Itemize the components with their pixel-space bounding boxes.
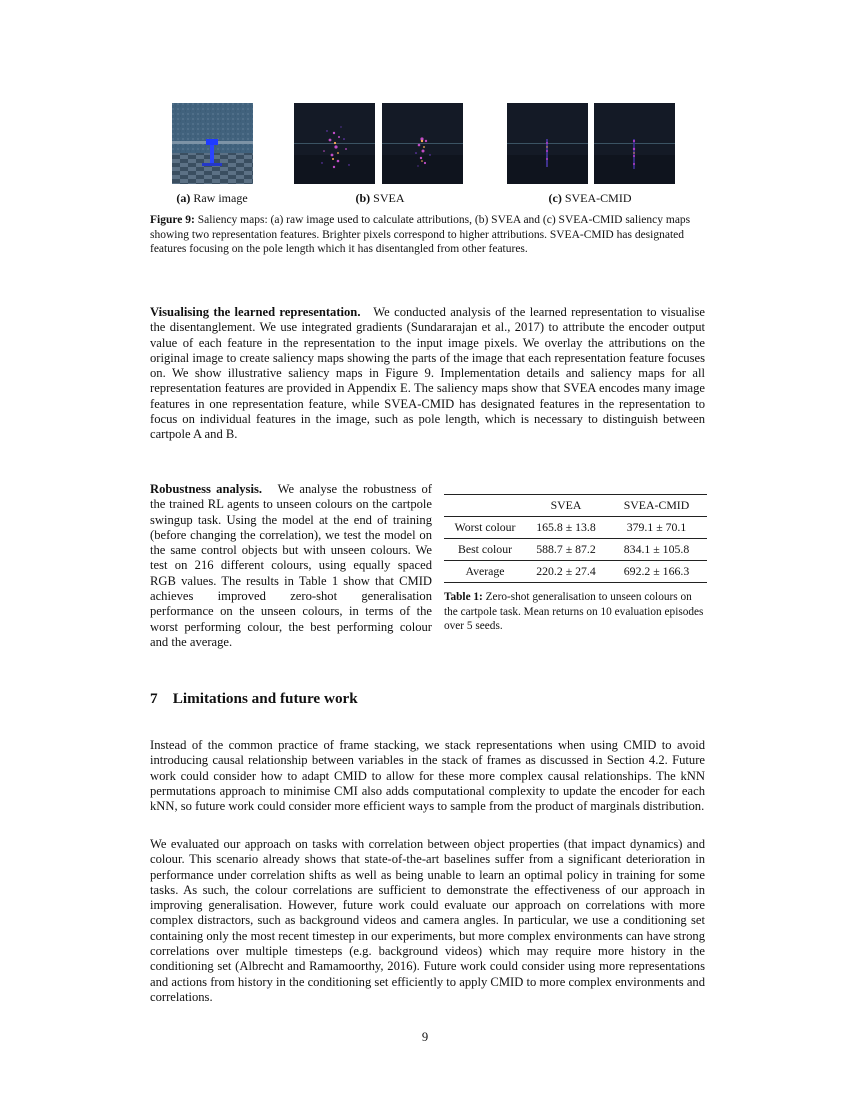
table-cell-cmid: 379.1 ± 70.1 [606, 517, 707, 539]
table-row-label: Average [444, 561, 526, 583]
subcaption-a-text: Raw image [193, 191, 248, 205]
table-row [444, 517, 707, 539]
table-caption-label: Table 1: [444, 591, 483, 603]
figure-caption-label: Figure 9: [150, 214, 195, 226]
table-cell-svea: 220.2 ± 27.4 [526, 561, 606, 583]
robustness-heading: Robustness analysis. [150, 482, 263, 496]
limitations-paragraph-2: We evaluated our approach on tasks with correlation between object properties (that impact dynamics) and colour. This scenario already shows that state-of-the-art baselines suffer from a significant deterioration in performance under correlation shifts as well as being unable to learn an optimal policy in training for some tasks. As such, the colour correlations are sufficient to demonstrate the effectiveness of our approach in improving generalisation. However, future work could evaluate our approach on correlations with more complex distractors, such as background videos and camera angles. In particular, we use a conditioning set containing only the most recent timestep in our experiments, but more complex environments can have strong correlations over multiple timesteps (e.g. background videos) which may require more history in the conditioning set (Albrecht and Ramamoorthy, 2016). Future work could consider using more representations and actions from history in the conditioning set efficiently to apply CMID to more complex environments and correlations. [150, 837, 705, 1004]
table-row [444, 561, 707, 583]
robustness-paragraph [150, 482, 432, 650]
table-cell-svea: 588.7 ± 87.2 [526, 539, 606, 561]
visualising-text: We conducted analysis of the learned representation to visualise the disentanglement. We use integrated gradients (Sundararajan et al., 2017) to attribute the encoder output value of each feature in the representation to the input image pixels. We overlay the attributions on the original image to create saliency maps showing the parts of the image that each representation feature focuses on. We show illustrative saliency maps in Figure 9. Implementation details and saliency maps for all representation features are provided in Appendix E. The saliency maps show that SVEA encodes many image features in one representation feature, while SVEA-CMID has designated features in the representation to focus on individual features in the image, such as pole length, which is necessary to distinguish between cartpole A and B. [150, 305, 705, 442]
svea-cmid-saliency-map-1 [507, 103, 588, 184]
subcaption-b [330, 191, 430, 206]
robustness-text: We analyse the robustness of the trained RL agents to unseen colours on the cartpole swingup task. Using the model at the end of training (before changing the correlation), we test the model on the same control objects but with unseen colours. We test on 216 different colours, using equally spaced RGB values. The results in Table 1 show that CMID achieves improved zero-shot generalisation performance on the unseen colours, in terms of the worst performing colour, the best performing colour and the average. [150, 482, 433, 649]
svea-saliency-map-1 [294, 103, 375, 184]
subcaption-c [530, 191, 650, 206]
subcaption-c-tag: (c) [548, 191, 562, 205]
table-caption-text: Zero-shot generalisation to unseen colours on the cartpole task. Mean returns on 10 evaluation episodes over 5 seeds. [444, 591, 704, 632]
results-table [444, 494, 707, 583]
subcaption-c-text: SVEA-CMID [564, 191, 632, 205]
section-heading [150, 690, 358, 708]
section-title: Limitations and future work [172, 690, 358, 707]
page-number: 9 [421, 1030, 429, 1044]
subcaption-b-text: SVEA [373, 191, 405, 205]
figure-caption-text: Saliency maps: (a) raw image used to calculate attributions, (b) SVEA and (c) SVEA-CMID saliency maps showing two representation features. Brighter pixels correspond to higher attributions. SVEA-CMID has designated features focusing on the pole length which it has disentangled from other features. [150, 214, 691, 255]
table-caption [444, 590, 707, 634]
table-cell-cmid: 692.2 ± 166.3 [606, 561, 707, 583]
limitations-paragraph-1: Instead of the common practice of frame stacking, we stack representations when using CMID to avoid introducing causal relationship between variables in the stack of frames as discussed in Section 4.2. Future work could consider how to adapt CMID to allow for these more complex causal relationships. The kNN permutations approach to minimise CMI also adds computational complexity to update the encoder for each kNN, so future work could consider more efficient ways to sample from the product of marginals distribution. [150, 738, 705, 814]
visualising-heading: Visualising the learned representation. [150, 305, 361, 319]
svea-cmid-saliency-map-2 [594, 103, 675, 184]
table-header-empty [444, 495, 526, 517]
table-header-row [444, 495, 707, 517]
table-row-label: Best colour [444, 539, 526, 561]
figure-caption [150, 213, 705, 257]
section-number: 7 [150, 690, 158, 707]
svea-saliency-map-2 [382, 103, 463, 184]
visualising-paragraph [150, 305, 705, 443]
subcaption-a [166, 191, 258, 206]
raw-image [172, 103, 253, 184]
table-row [444, 539, 707, 561]
subcaption-a-tag: (a) [176, 191, 191, 205]
table-header-svea: SVEA [526, 495, 606, 517]
table-row-label: Worst colour [444, 517, 526, 539]
table-cell-svea: 165.8 ± 13.8 [526, 517, 606, 539]
subcaption-b-tag: (b) [355, 191, 371, 205]
table-cell-cmid: 834.1 ± 105.8 [606, 539, 707, 561]
table-header-svea-cmid: SVEA-CMID [606, 495, 707, 517]
